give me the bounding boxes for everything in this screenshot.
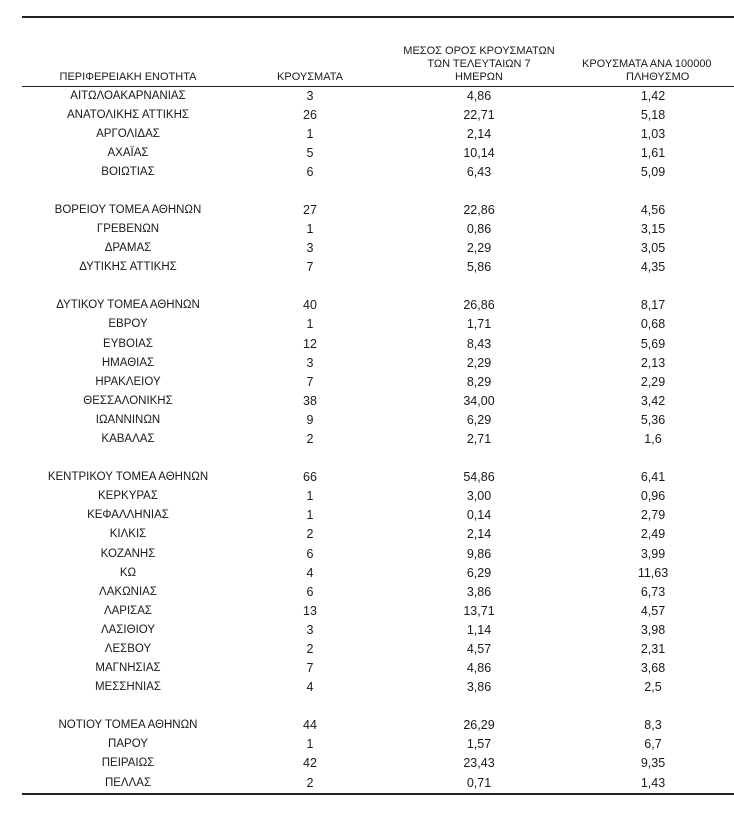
- cases-cell: 1: [306, 222, 314, 237]
- cases-cell: 6: [306, 164, 314, 179]
- per100k-cell: 2,79: [640, 508, 666, 523]
- area-cell: ΝΟΤΙΟΥ ΤΟΜΕΑ ΑΘΗΝΩΝ: [58, 719, 198, 732]
- avg-cell: 0,14: [466, 508, 492, 523]
- table-row: [22, 468, 734, 487]
- table-row: [22, 583, 734, 602]
- avg-cell: 22,71: [463, 107, 495, 122]
- cases-cell: 1: [306, 508, 314, 523]
- avg-cell: 1,14: [466, 622, 492, 637]
- table-row: [22, 354, 734, 373]
- table-row: [22, 602, 734, 621]
- area-cell: ΚΟΖΑΝΗΣ: [100, 547, 156, 560]
- per100k-cell: 8,17: [640, 298, 666, 313]
- cases-cell: 13: [303, 603, 317, 618]
- avg-cell: 6,29: [466, 412, 492, 427]
- per100k-cell: 6,41: [640, 470, 666, 485]
- avg-cell: 1,71: [466, 317, 492, 332]
- area-cell: ΠΕΛΛΑΣ: [104, 776, 152, 789]
- cases-cell: 40: [303, 298, 317, 313]
- table-row: [22, 544, 734, 563]
- avg-cell: 6,29: [466, 565, 492, 580]
- group-spacer-row: [22, 697, 734, 716]
- per100k-cell: 0,96: [640, 489, 666, 504]
- per100k-cell: 2,49: [640, 527, 666, 542]
- per100k-cell: 1,43: [640, 775, 666, 790]
- area-cell: ΗΡΑΚΛΕΙΟΥ: [95, 375, 161, 388]
- cases-cell: 1: [306, 489, 314, 504]
- area-cell: ΜΑΓΝΗΣΙΑΣ: [95, 662, 161, 675]
- avg-cell: 2,71: [466, 432, 492, 447]
- avg-cell: 2,29: [466, 355, 492, 370]
- table-row: [22, 220, 734, 239]
- per100k-cell: 6,7: [644, 737, 662, 752]
- cases-cell: 9: [306, 412, 314, 427]
- table-row: [22, 335, 734, 354]
- per100k-cell: 6,73: [640, 584, 666, 599]
- avg-cell: 1,57: [466, 737, 492, 752]
- avg-cell: 34,00: [463, 393, 495, 408]
- cases-cell: 12: [303, 336, 317, 351]
- per100k-cell: 3,42: [640, 393, 666, 408]
- spacer-cell: [22, 697, 734, 716]
- area-cell: ΠΕΙΡΑΙΩΣ: [101, 757, 155, 770]
- table-body: [22, 86, 734, 793]
- table-row: [22, 754, 734, 773]
- header-cases: ΚΡΟΥΣΜΑΤΑ: [234, 18, 386, 86]
- area-cell: ΗΜΑΘΙΑΣ: [101, 356, 155, 369]
- cases-cell: 1: [306, 317, 314, 332]
- per100k-cell: 4,56: [640, 203, 666, 218]
- avg-cell: 3,86: [466, 680, 492, 695]
- avg-cell: 0,86: [466, 222, 492, 237]
- cases-cell: 26: [303, 107, 317, 122]
- table-row: [22, 564, 734, 583]
- per100k-cell: 0,68: [640, 317, 666, 332]
- header-per-100k: [572, 18, 734, 86]
- cases-cell: 1: [306, 737, 314, 752]
- table-row: [22, 106, 734, 125]
- avg-cell: 6,43: [466, 164, 492, 179]
- per100k-cell: 5,69: [640, 336, 666, 351]
- table-row: [22, 430, 734, 449]
- cases-cell: 27: [303, 203, 317, 218]
- area-cell: ΛΑΡΙΣΑΣ: [103, 604, 153, 617]
- table-row: [22, 506, 734, 525]
- cases-cell: 2: [306, 432, 314, 447]
- cases-cell: 1: [306, 126, 314, 141]
- per100k-cell: 3,05: [640, 241, 666, 256]
- per100k-cell: 5,09: [640, 164, 666, 179]
- avg-cell: 13,71: [463, 603, 495, 618]
- table-row: [22, 86, 734, 106]
- avg-cell: 4,57: [466, 641, 492, 656]
- cases-cell: 7: [306, 260, 314, 275]
- area-cell: ΚΙΛΚΙΣ: [109, 528, 147, 541]
- cases-cell: 5: [306, 145, 314, 160]
- avg-cell: 5,86: [466, 260, 492, 275]
- area-cell: ΠΑΡΟΥ: [108, 738, 148, 751]
- header-per100k-line1: ΚΡΟΥΣΜΑΤΑ ΑΝΑ 100000: [582, 57, 712, 70]
- area-cell: ΛΑΣΙΘΙΟΥ: [100, 623, 156, 636]
- area-cell: ΕΥΒΟΙΑΣ: [103, 337, 153, 350]
- table-row: [22, 296, 734, 315]
- per100k-cell: 2,31: [640, 641, 666, 656]
- per100k-cell: 3,99: [640, 546, 666, 561]
- table-row: [22, 258, 734, 277]
- per100k-cell: 4,57: [640, 603, 666, 618]
- area-cell: ΜΕΣΣΗΝΙΑΣ: [94, 681, 162, 694]
- cases-cell: 6: [306, 584, 314, 599]
- cases-cell: 38: [303, 393, 317, 408]
- cases-cell: 3: [306, 622, 314, 637]
- table-row: [22, 144, 734, 163]
- area-cell: ΓΡΕΒΕΝΩΝ: [96, 223, 160, 236]
- cases-cell: 7: [306, 374, 314, 389]
- avg-cell: 9,86: [466, 546, 492, 561]
- cases-cell: 3: [306, 241, 314, 256]
- table-header-row: [22, 18, 734, 86]
- area-cell: ΑΡΓΟΛΙΔΑΣ: [96, 127, 160, 140]
- spacer-cell: [22, 277, 734, 296]
- avg-cell: 26,86: [463, 298, 495, 313]
- header-avg-line1: ΜΕΣΟΣ ΟΡΟΣ ΚΡΟΥΣΜΑΤΩΝ: [403, 44, 555, 57]
- avg-cell: 10,14: [463, 145, 495, 160]
- avg-cell: 4,86: [466, 661, 492, 676]
- cases-cell: 66: [303, 470, 317, 485]
- area-cell: ΔΥΤΙΚΗΣ ΑΤΤΙΚΗΣ: [79, 261, 177, 274]
- per100k-cell: 3,68: [640, 661, 666, 676]
- header-region: ΠΕΡΙΦΕΡΕΙΑΚΗ ΕΝΟΤΗΤΑ: [22, 18, 234, 86]
- table-row: [22, 659, 734, 678]
- table-row: [22, 125, 734, 144]
- table-row: [22, 640, 734, 659]
- avg-cell: 0,71: [466, 775, 492, 790]
- group-spacer-row: [22, 277, 734, 296]
- per100k-cell: 1,42: [640, 88, 666, 103]
- area-cell: ΚΕΦΑΛΛΗΝΙΑΣ: [87, 509, 169, 522]
- cases-cell: 2: [306, 641, 314, 656]
- cases-cell: 4: [306, 565, 314, 580]
- avg-cell: 54,86: [463, 470, 495, 485]
- per100k-cell: 2,5: [644, 680, 662, 695]
- avg-cell: 3,86: [466, 584, 492, 599]
- area-cell: ΑΙΤΩΛΟΑΚΑΡΝΑΝΙΑΣ: [70, 89, 186, 102]
- area-cell: ΚΕΡΚΥΡΑΣ: [98, 490, 158, 503]
- table-row: [22, 774, 734, 793]
- per100k-cell: 3,15: [640, 222, 666, 237]
- area-cell: ΛΕΣΒΟΥ: [104, 642, 152, 655]
- per100k-cell: 3,98: [640, 622, 666, 637]
- area-cell: ΛΑΚΩΝΙΑΣ: [99, 585, 157, 598]
- table-row: [22, 525, 734, 544]
- cases-table: [22, 18, 734, 793]
- cases-cell: 3: [306, 355, 314, 370]
- per100k-cell: 5,18: [640, 107, 666, 122]
- avg-cell: 26,29: [463, 718, 495, 733]
- header-per100k-line2: ΠΛΗΘΥΣΜΟ: [626, 70, 690, 83]
- cases-cell: 3: [306, 88, 314, 103]
- group-spacer-row: [22, 449, 734, 468]
- per100k-cell: 2,13: [640, 355, 666, 370]
- table-row: [22, 716, 734, 735]
- table-row: [22, 735, 734, 754]
- table-row: [22, 411, 734, 430]
- avg-cell: 8,29: [466, 374, 492, 389]
- per100k-cell: 2,29: [640, 374, 666, 389]
- cases-cell: 7: [306, 661, 314, 676]
- per100k-cell: 8,3: [644, 718, 662, 733]
- area-cell: ΑΧΑΪΑΣ: [107, 146, 149, 159]
- avg-cell: 3,00: [466, 489, 492, 504]
- spacer-cell: [22, 182, 734, 201]
- avg-cell: 4,86: [466, 88, 492, 103]
- per100k-cell: 5,36: [640, 412, 666, 427]
- per100k-cell: 1,61: [640, 145, 666, 160]
- table-row: [22, 201, 734, 220]
- per100k-cell: 1,03: [640, 126, 666, 141]
- area-cell: ΚΑΒΑΛΑΣ: [101, 433, 155, 446]
- header-7day-average: [386, 18, 572, 86]
- per100k-cell: 9,35: [640, 756, 666, 771]
- cases-cell: 2: [306, 775, 314, 790]
- area-cell: ΕΒΡΟΥ: [108, 318, 148, 331]
- spacer-cell: [22, 449, 734, 468]
- area-cell: ΚΕΝΤΡΙΚΟΥ ΤΟΜΕΑ ΑΘΗΝΩΝ: [47, 471, 209, 484]
- area-cell: ΒΟΙΩΤΙΑΣ: [101, 165, 155, 178]
- area-cell: ΒΟΡΕΙΟΥ ΤΟΜΕΑ ΑΘΗΝΩΝ: [54, 204, 202, 217]
- avg-cell: 2,29: [466, 241, 492, 256]
- area-cell: ΚΩ: [119, 566, 137, 579]
- area-cell: ΑΝΑΤΟΛΙΚΗΣ ΑΤΤΙΚΗΣ: [66, 108, 189, 121]
- cases-table-sheet: [22, 16, 734, 795]
- area-cell: ΙΩΑΝΝΙΝΩΝ: [95, 413, 161, 426]
- avg-cell: 8,43: [466, 336, 492, 351]
- cases-cell: 2: [306, 527, 314, 542]
- cases-cell: 42: [303, 756, 317, 771]
- avg-cell: 23,43: [463, 756, 495, 771]
- header-avg-line2: ΤΩΝ ΤΕΛΕΥΤΑΙΩΝ 7: [427, 57, 531, 70]
- avg-cell: 2,14: [466, 527, 492, 542]
- table-row: [22, 487, 734, 506]
- per100k-cell: 4,35: [640, 260, 666, 275]
- table-row: [22, 678, 734, 697]
- avg-cell: 2,14: [466, 126, 492, 141]
- group-spacer-row: [22, 182, 734, 201]
- table-row: [22, 621, 734, 640]
- table-row: [22, 373, 734, 392]
- table-row: [22, 239, 734, 258]
- cases-cell: 4: [306, 680, 314, 695]
- avg-cell: 22,86: [463, 203, 495, 218]
- table-row: [22, 163, 734, 182]
- cases-cell: 44: [303, 718, 317, 733]
- area-cell: ΘΕΣΣΑΛΟΝΙΚΗΣ: [83, 394, 173, 407]
- table-row: [22, 315, 734, 334]
- area-cell: ΔΡΑΜΑΣ: [104, 242, 152, 255]
- cases-cell: 6: [306, 546, 314, 561]
- bottom-rule: [22, 793, 734, 795]
- per100k-cell: 11,63: [637, 565, 669, 580]
- area-cell: ΔΥΤΙΚΟΥ ΤΟΜΕΑ ΑΘΗΝΩΝ: [56, 299, 200, 312]
- header-avg-line3: ΗΜΕΡΩΝ: [455, 70, 503, 83]
- table-row: [22, 392, 734, 411]
- per100k-cell: 1,6: [644, 432, 662, 447]
